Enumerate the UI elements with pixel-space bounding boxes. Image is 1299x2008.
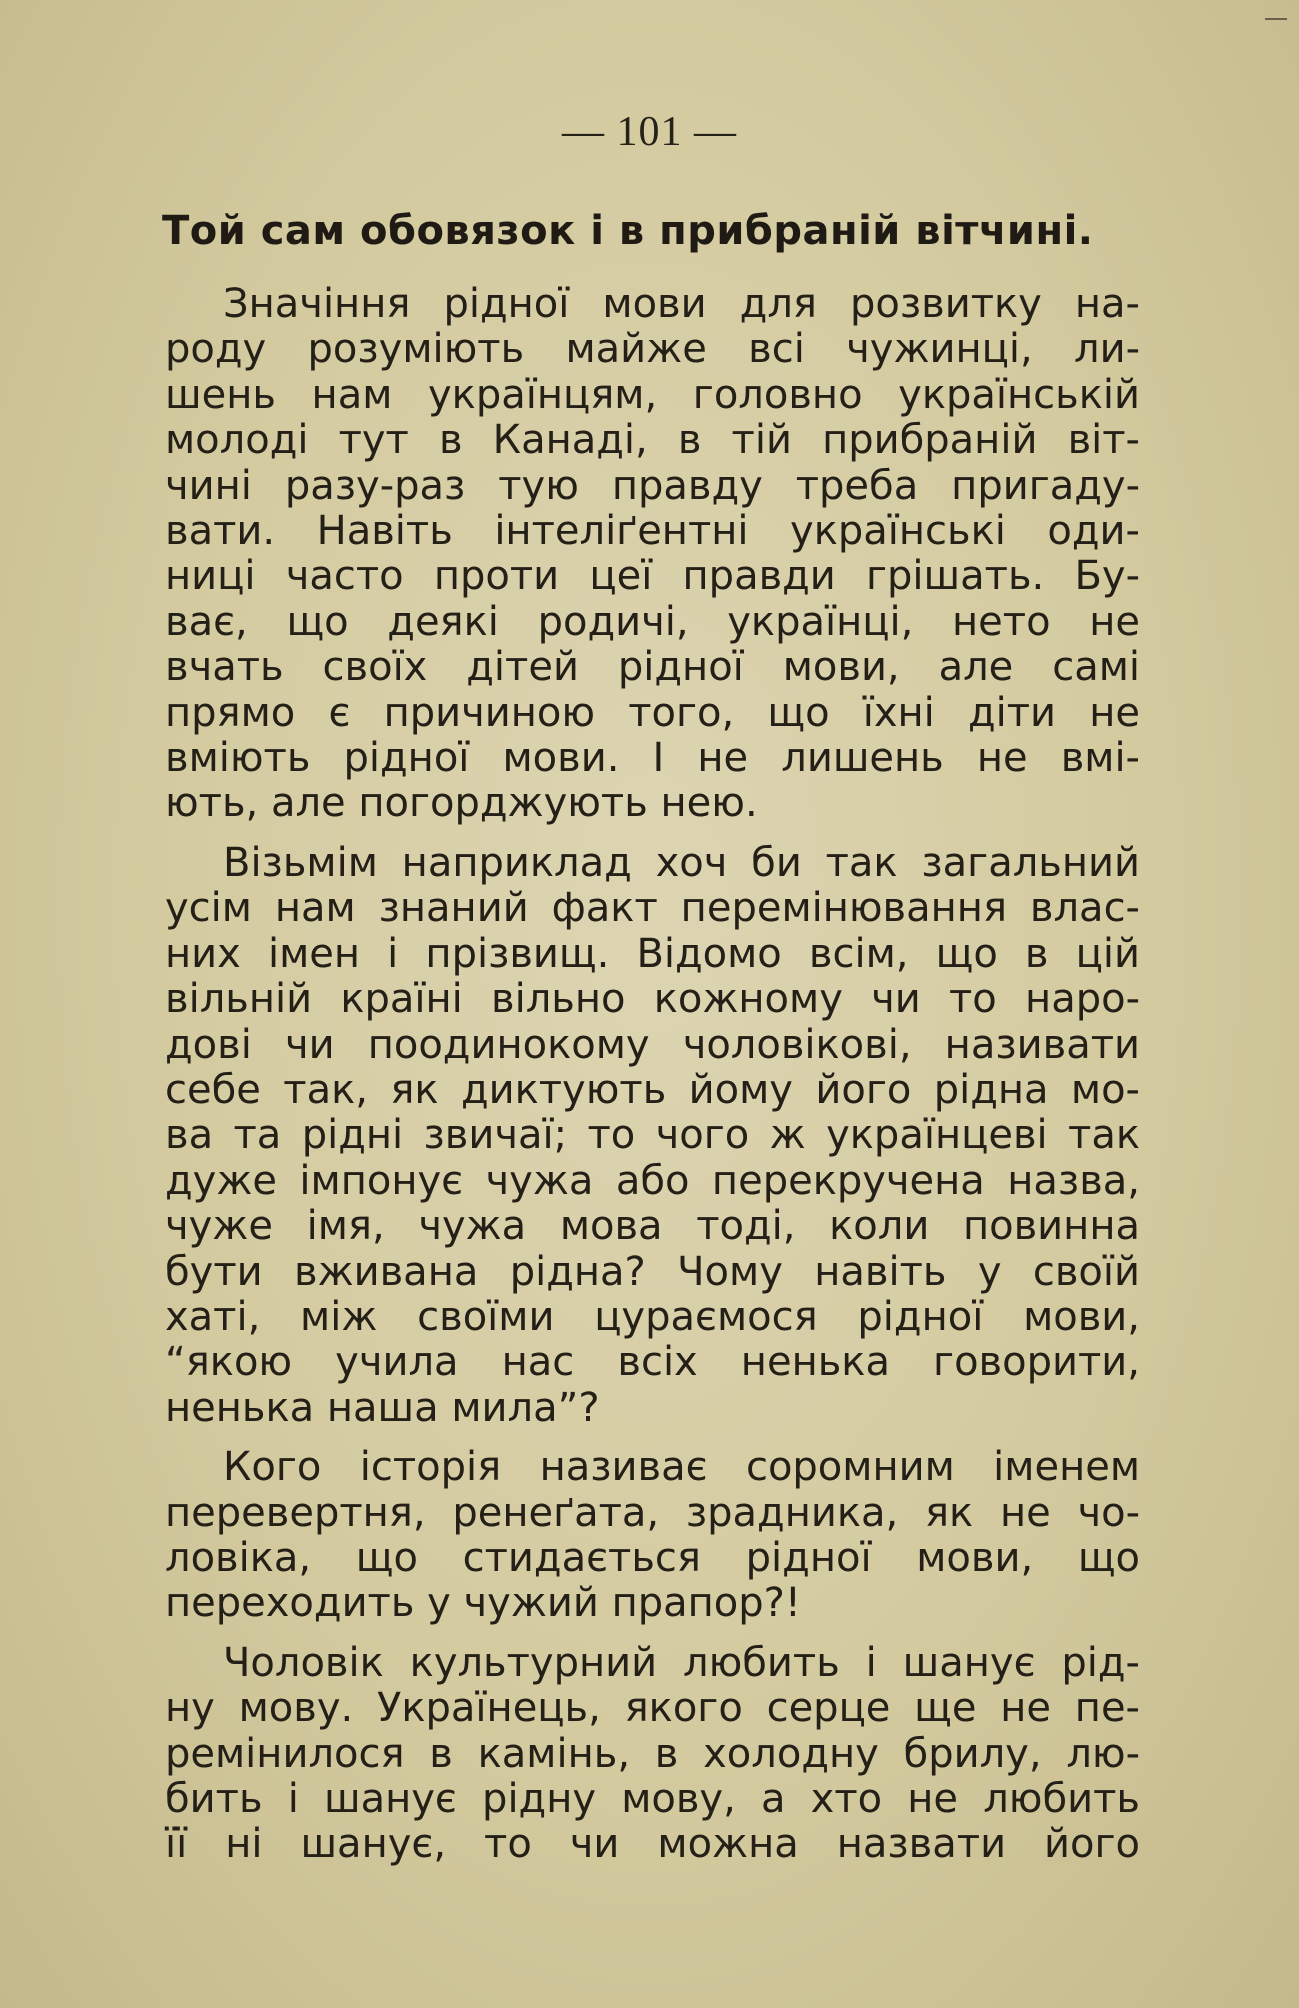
paragraph xyxy=(165,841,1140,1431)
text-line: бути вживана рідна? Чому навіть у своїй xyxy=(165,1248,1140,1295)
text-line: ває, що деякі родичі, українці, нето не xyxy=(165,598,1140,645)
page-number: — 101 — xyxy=(562,109,737,155)
text-line: Візьмім наприклад хоч би так загальний xyxy=(223,839,1140,886)
text-line: вчать своїх дітей рідної мови, але самі xyxy=(165,644,1140,691)
text-line: перевертня, ренеґата, зрадника, як не чо- xyxy=(165,1489,1140,1536)
text-line: шень нам українцям, головно українській xyxy=(165,371,1140,418)
text-line: себе так, як диктують йому його рідна мо- xyxy=(165,1066,1140,1113)
section-heading: Той сам обовязок і в прибраній вітчині. xyxy=(162,208,1094,254)
text-line: ловіка, що стидається рідної мови, що xyxy=(165,1534,1140,1581)
text-line: переходить у чужий прапор?! xyxy=(165,1580,801,1627)
text-line: ють, але погорджують нею. xyxy=(165,780,758,827)
text-line: прямо є причиною того, що їхні діти не xyxy=(165,689,1140,736)
text-line: ниці часто проти цеї правди грішать. Бу- xyxy=(165,553,1140,600)
body-text xyxy=(165,282,1140,1882)
text-line: бить і шанує рідну мову, а хто не любить xyxy=(165,1776,1140,1822)
text-line: Значіння рідної мови для розвитку на- xyxy=(223,281,1140,327)
text-line: “якою учила нас всіх ненька говорити, xyxy=(165,1339,1140,1386)
text-line: вільній країні вільно кожному чи то наро- xyxy=(165,976,1140,1023)
text-line: Чоловік культурний любить і шанує рід- xyxy=(223,1639,1140,1686)
text-line: ну мову. Українець, якого серце ще не пе- xyxy=(165,1685,1140,1732)
text-line: чині разу-раз тую правду треба пригаду- xyxy=(165,462,1140,509)
page-edge-mark xyxy=(1265,18,1287,20)
text-line: вміють рідної мови. І не лишень не вмі- xyxy=(165,735,1140,782)
text-line: ва та рідні звичаї; то чого ж українцеві так xyxy=(165,1112,1140,1159)
text-line: молоді тут в Канаді, в тій прибраній віт- xyxy=(165,417,1140,464)
text-line: ремінилося в камінь, в холодну брилу, лю- xyxy=(165,1730,1140,1777)
text-line: Кого історія називає соромним іменем xyxy=(223,1444,1140,1491)
text-line: них імен і прізвищ. Відомо всім, що в цій xyxy=(165,930,1140,977)
text-line: роду розуміють майже всі чужинці, ли- xyxy=(165,326,1140,373)
paragraph xyxy=(165,282,1140,827)
paragraph xyxy=(165,1445,1140,1627)
text-line: чуже імя, чужа мова тоді, коли повинна xyxy=(165,1203,1140,1250)
paragraph xyxy=(165,1641,1140,1868)
text-line: вати. Навіть інтеліґентні українські оди- xyxy=(165,508,1140,555)
text-line: ненька наша мила”? xyxy=(165,1384,600,1431)
text-line: дуже імпонує чужа або перекручена назва, xyxy=(165,1157,1140,1204)
text-line: хаті, між своїми цураємося рідної мови, xyxy=(165,1293,1140,1340)
text-line: її ні шанує, то чи можна назвати його xyxy=(165,1821,1140,1868)
text-line: дові чи поодинокому чоловікові, називати xyxy=(165,1021,1140,1068)
text-line: усім нам знаний факт перемінювання влас- xyxy=(165,885,1140,932)
